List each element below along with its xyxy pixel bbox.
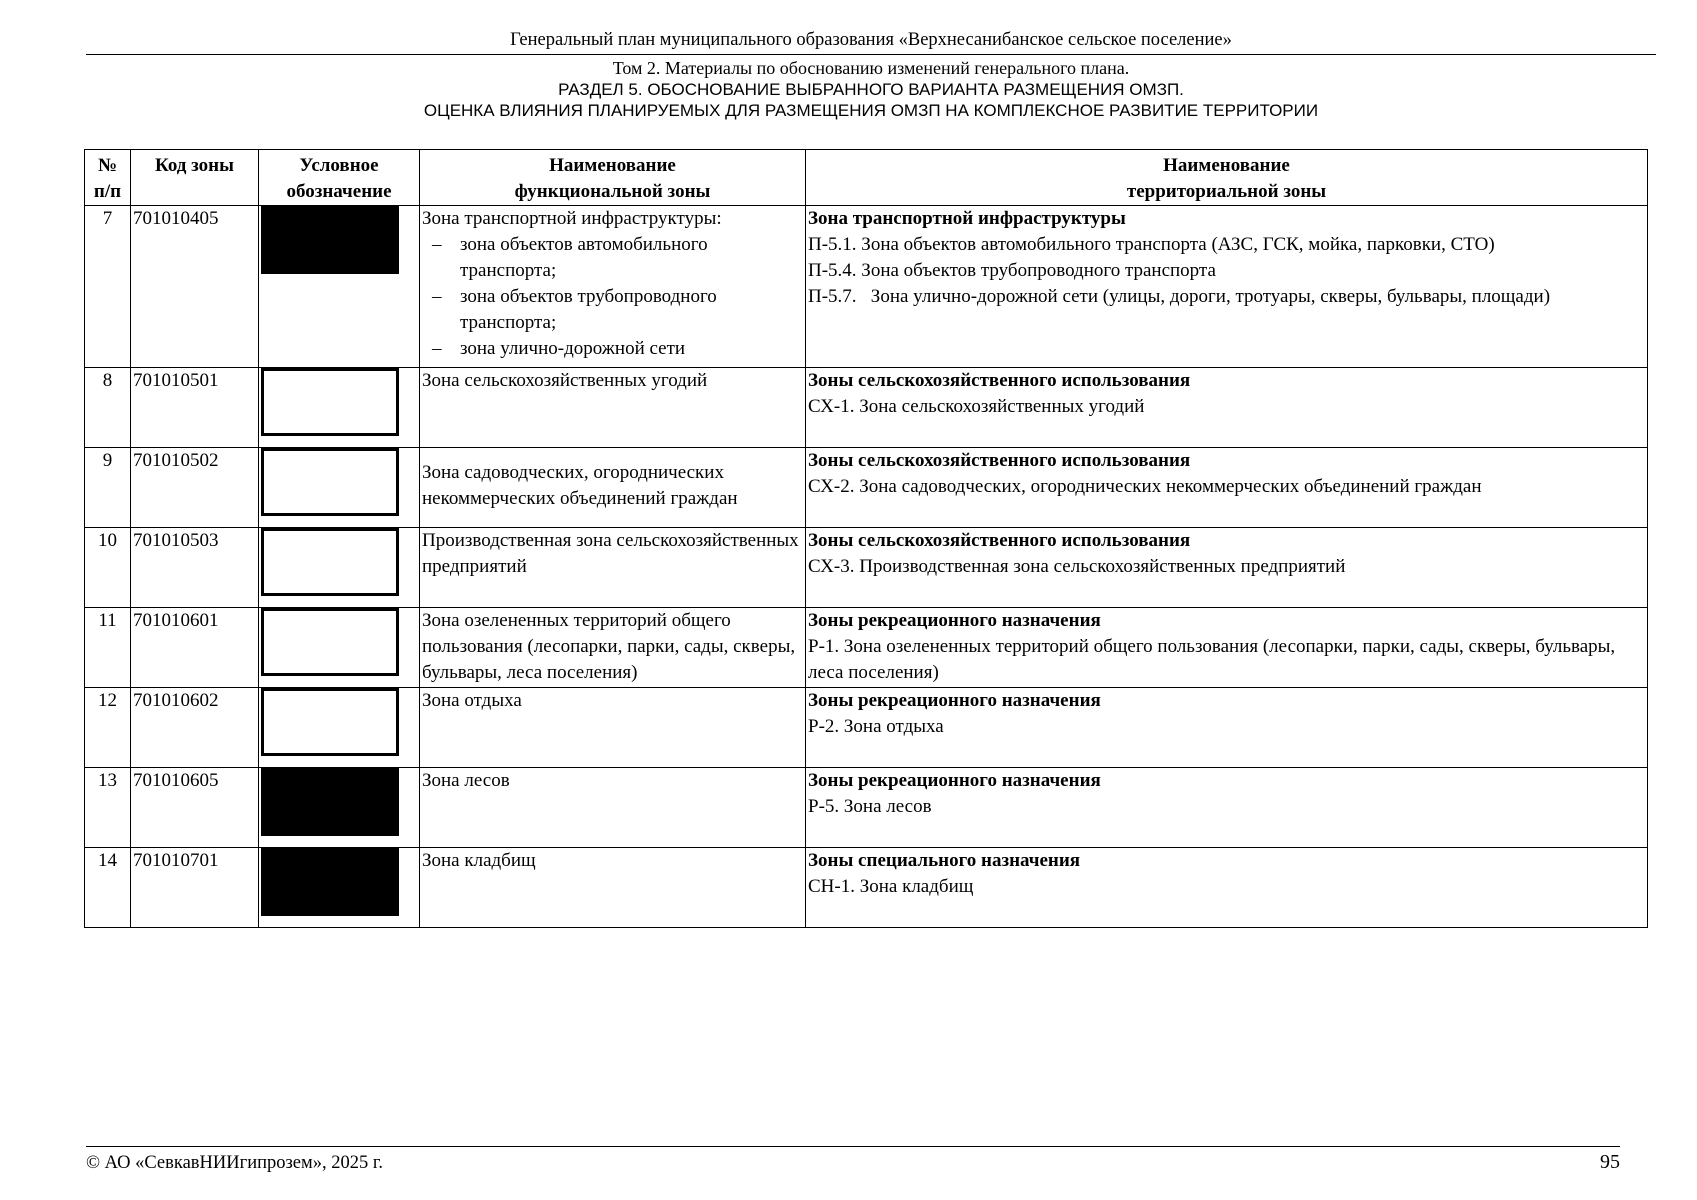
territorial-zone-title: Зоны сельскохозяйственного использования [808, 370, 1191, 391]
zone-code: 701010701 [131, 848, 259, 928]
zone-symbol-swatch [261, 368, 399, 436]
zones-table [84, 149, 1648, 928]
functional-zone [420, 206, 806, 368]
territorial-zone-item: Р-2. Зона отдыха [808, 716, 944, 737]
page-number: 95 [1600, 1151, 1620, 1173]
territorial-zone-title: Зоны рекреационного назначения [808, 690, 1101, 711]
functional-zone: Зона кладбищ [420, 848, 806, 928]
header-num: № п/п [85, 150, 131, 206]
copyright-text: © АО «СевкавНИИгипрозем», 2025 г. [86, 1153, 383, 1173]
territorial-zone [806, 206, 1648, 368]
table-header-row [85, 150, 1648, 206]
territorial-zone-title: Зоны сельскохозяйственного использования [808, 530, 1191, 551]
row-number: 11 [85, 608, 131, 688]
row-number: 13 [85, 768, 131, 848]
document-title: Генеральный план муниципального образования «Верхнесанибанское сельское поселение» [510, 30, 1232, 50]
zone-symbol-swatch [261, 528, 399, 596]
section-line: РАЗДЕЛ 5. ОБОСНОВАНИЕ ВЫБРАННОГО ВАРИАНТА РАЗМЕЩЕНИЯ ОМЗП. [558, 80, 1184, 99]
zone-symbol-swatch [261, 608, 399, 676]
territorial-zone-title: Зоны рекреационного назначения [808, 610, 1101, 631]
header-code: Код зоны [131, 150, 259, 206]
row-number: 7 [85, 206, 131, 368]
volume-line: Том 2. Материалы по обоснованию изменений генерального плана. [612, 58, 1130, 78]
zone-code: 701010601 [131, 608, 259, 688]
functional-zone: Зона озелененных территорий общего пользования (лесопарки, парки, сады, скверы, бульвары, леса поселения) [420, 608, 806, 688]
zone-symbol-swatch [261, 448, 399, 516]
territorial-zone-item: СХ-2. Зона садоводческих, огороднических некоммерческих объединений граждан [808, 476, 1482, 497]
functional-zone: Зона лесов [420, 768, 806, 848]
zone-symbol-cell [259, 848, 420, 928]
list-item: – зона объектов автомобильного транспорта; [422, 232, 803, 284]
functional-zone: Зона садоводческих, огороднических некоммерческих объединений граждан [420, 448, 806, 528]
territorial-zone-item: П-5.1. Зона объектов автомобильного транспорта (АЗС, ГСК, мойка, парковки, СТО) [808, 234, 1495, 255]
zone-code: 701010605 [131, 768, 259, 848]
header-functional-zone: Наименование функциональной зоны [420, 150, 806, 206]
zone-symbol-cell [259, 206, 420, 368]
zone-symbol-cell [259, 368, 420, 448]
territorial-zone-title: Зоны рекреационного назначения [808, 770, 1101, 791]
section-heading [86, 58, 1656, 121]
table-row [85, 688, 1648, 768]
zone-symbol-swatch [261, 206, 399, 274]
functional-zone: Зона отдыха [420, 688, 806, 768]
functional-zone: Зона сельскохозяйственных угодий [420, 368, 806, 448]
row-number: 12 [85, 688, 131, 768]
zone-code: 701010405 [131, 206, 259, 368]
zone-code: 701010503 [131, 528, 259, 608]
territorial-zone-item: СХ-3. Производственная зона сельскохозяйственных предприятий [808, 556, 1346, 577]
table-row [85, 448, 1648, 528]
table-row [85, 368, 1648, 448]
zone-code: 701010602 [131, 688, 259, 768]
territorial-zone [806, 448, 1648, 528]
table-row [85, 608, 1648, 688]
zone-symbol-swatch [261, 848, 399, 916]
header-territorial-zone: Наименование территориальной зоны [806, 150, 1648, 206]
zone-symbol-swatch [261, 688, 399, 756]
territorial-zone [806, 368, 1648, 448]
row-number: 10 [85, 528, 131, 608]
territorial-zone [806, 688, 1648, 768]
functional-subzone-list [422, 232, 803, 362]
header-rule [86, 54, 1656, 55]
table-row [85, 848, 1648, 928]
territorial-zone-item: П-5.4. Зона объектов трубопроводного транспорта [808, 260, 1216, 281]
table-row [85, 528, 1648, 608]
territorial-zone-title: Зона транспортной инфраструктуры [808, 208, 1126, 229]
zone-symbol-cell [259, 608, 420, 688]
territorial-zone-item: СХ-1. Зона сельскохозяйственных угодий [808, 396, 1145, 417]
zone-symbol-cell [259, 528, 420, 608]
zone-symbol-cell [259, 448, 420, 528]
table-row [85, 768, 1648, 848]
assessment-line: ОЦЕНКА ВЛИЯНИЯ ПЛАНИРУЕМЫХ ДЛЯ РАЗМЕЩЕНИЯ ОМЗП НА КОМПЛЕКСНОЕ РАЗВИТИЕ ТЕРРИТОРИИ [423, 101, 1319, 120]
zone-symbol-cell [259, 688, 420, 768]
territorial-zone-item: П-5.7. Зона улично-дорожной сети (улицы, дороги, тротуары, скверы, бульвары, площади) [808, 286, 1551, 307]
zone-code: 701010501 [131, 368, 259, 448]
territorial-zone [806, 528, 1648, 608]
territorial-zone [806, 608, 1648, 688]
footer-rule [86, 1146, 1620, 1147]
list-item: – зона объектов трубопроводного транспорта; [422, 284, 803, 336]
territorial-zone [806, 848, 1648, 928]
zone-symbol-cell [259, 768, 420, 848]
row-number: 9 [85, 448, 131, 528]
zone-symbol-swatch [261, 768, 399, 836]
territorial-zone-item: Р-5. Зона лесов [808, 796, 932, 817]
row-number: 14 [85, 848, 131, 928]
territorial-zone-item: СН-1. Зона кладбищ [808, 876, 974, 897]
table-row [85, 206, 1648, 368]
territorial-zone-title: Зоны сельскохозяйственного использования [808, 450, 1191, 471]
territorial-zone-title: Зоны специального назначения [808, 850, 1081, 871]
territorial-zone [806, 768, 1648, 848]
functional-zone-name: Зона транспортной инфраструктуры: [422, 208, 722, 229]
list-item: – зона улично-дорожной сети [422, 336, 803, 362]
functional-zone: Производственная зона сельскохозяйственных предприятий [420, 528, 806, 608]
zone-code: 701010502 [131, 448, 259, 528]
territorial-zone-item: Р-1. Зона озелененных территорий общего пользования (лесопарки, парки, сады, скверы, бульвары, леса поселения) [808, 636, 1616, 683]
row-number: 8 [85, 368, 131, 448]
header-symbol: Условное обозначение [259, 150, 420, 206]
